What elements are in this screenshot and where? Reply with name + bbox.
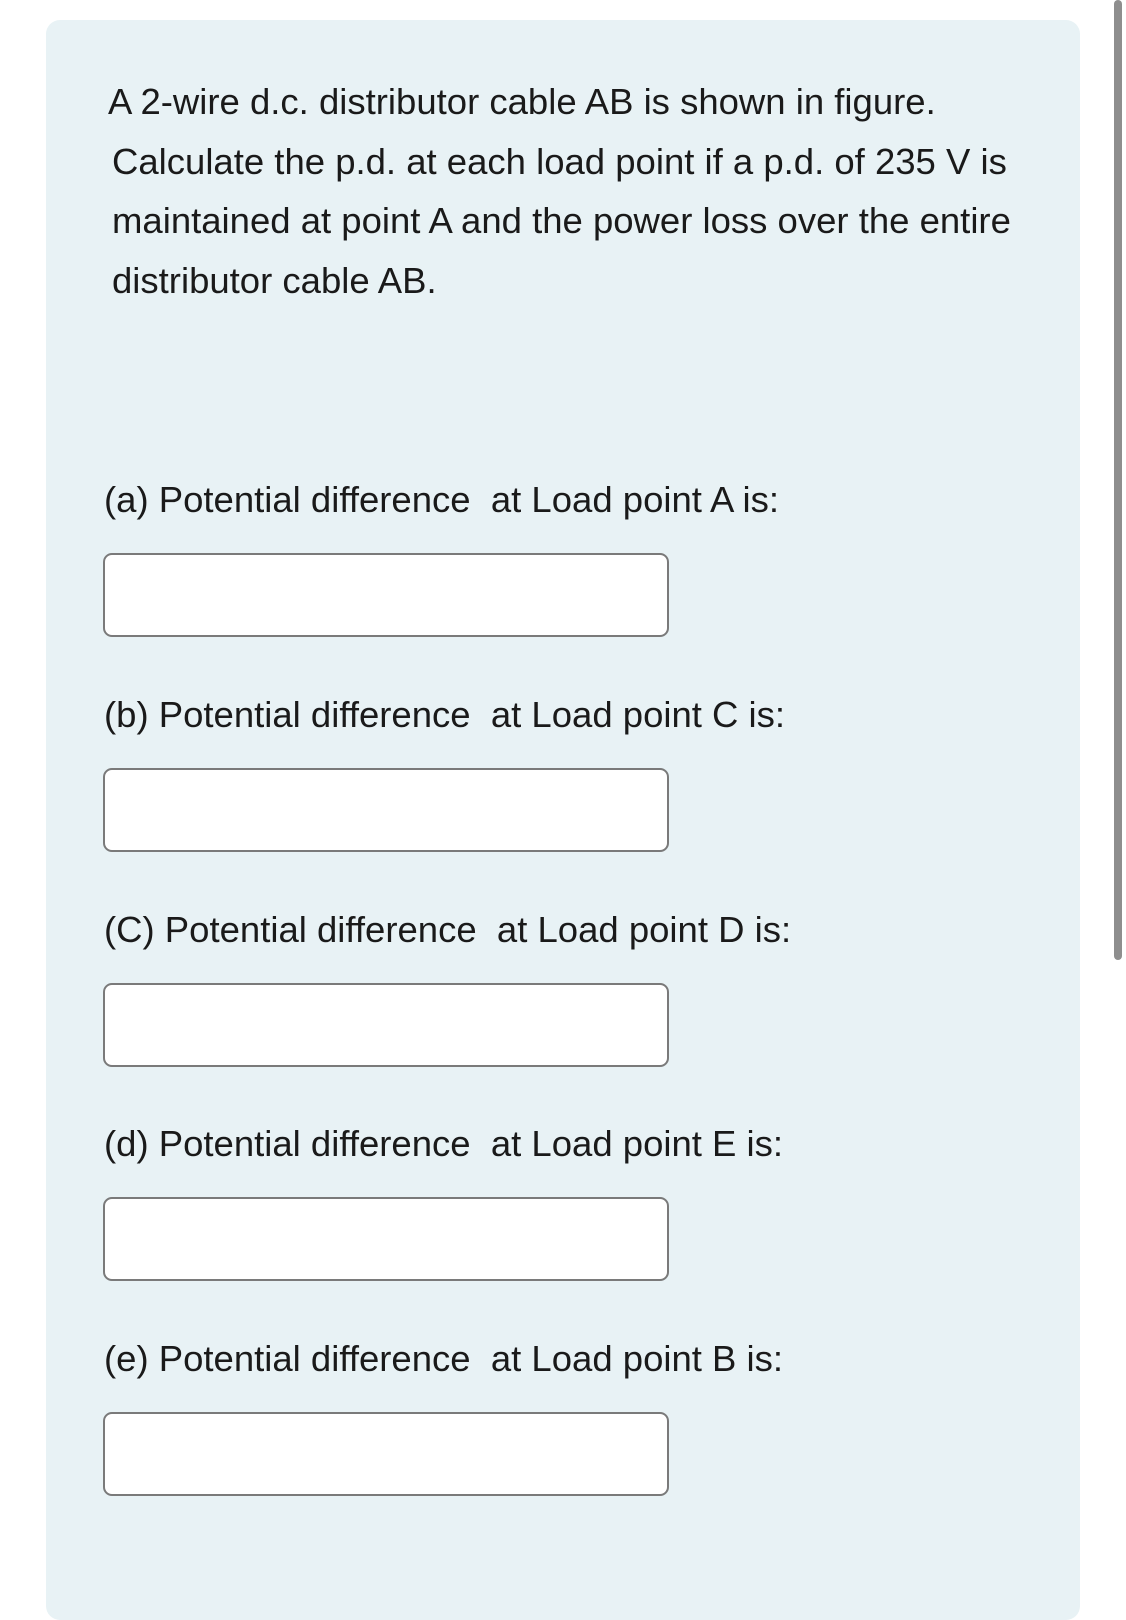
scrollbar-thumb[interactable]: [1114, 0, 1122, 960]
part-a-answer-input[interactable]: [103, 553, 669, 637]
part-c-label: (C) Potential difference at Load point D is:: [104, 909, 792, 950]
part-d-label: (d) Potential difference at Load point E is:: [104, 1123, 784, 1164]
part-a-label: (a) Potential difference at Load point A is:: [104, 479, 780, 520]
part-d-answer-input[interactable]: [103, 1197, 669, 1281]
part-e-answer-input[interactable]: [103, 1412, 669, 1496]
part-e-label: (e) Potential difference at Load point B is:: [104, 1338, 784, 1379]
question-body: A 2-wire d.c. distributor cable AB is shown in figure. Calculate the p.d. at each load point if a p.d. of 235 V is maintained at point A and the power loss over the entire distributor cable AB.: [108, 81, 1011, 301]
question-text: [104, 72, 1032, 310]
part-b-answer-input[interactable]: [103, 768, 669, 852]
part-b-label: (b) Potential difference at Load point C is:: [104, 694, 786, 735]
part-c-answer-input[interactable]: [103, 983, 669, 1067]
